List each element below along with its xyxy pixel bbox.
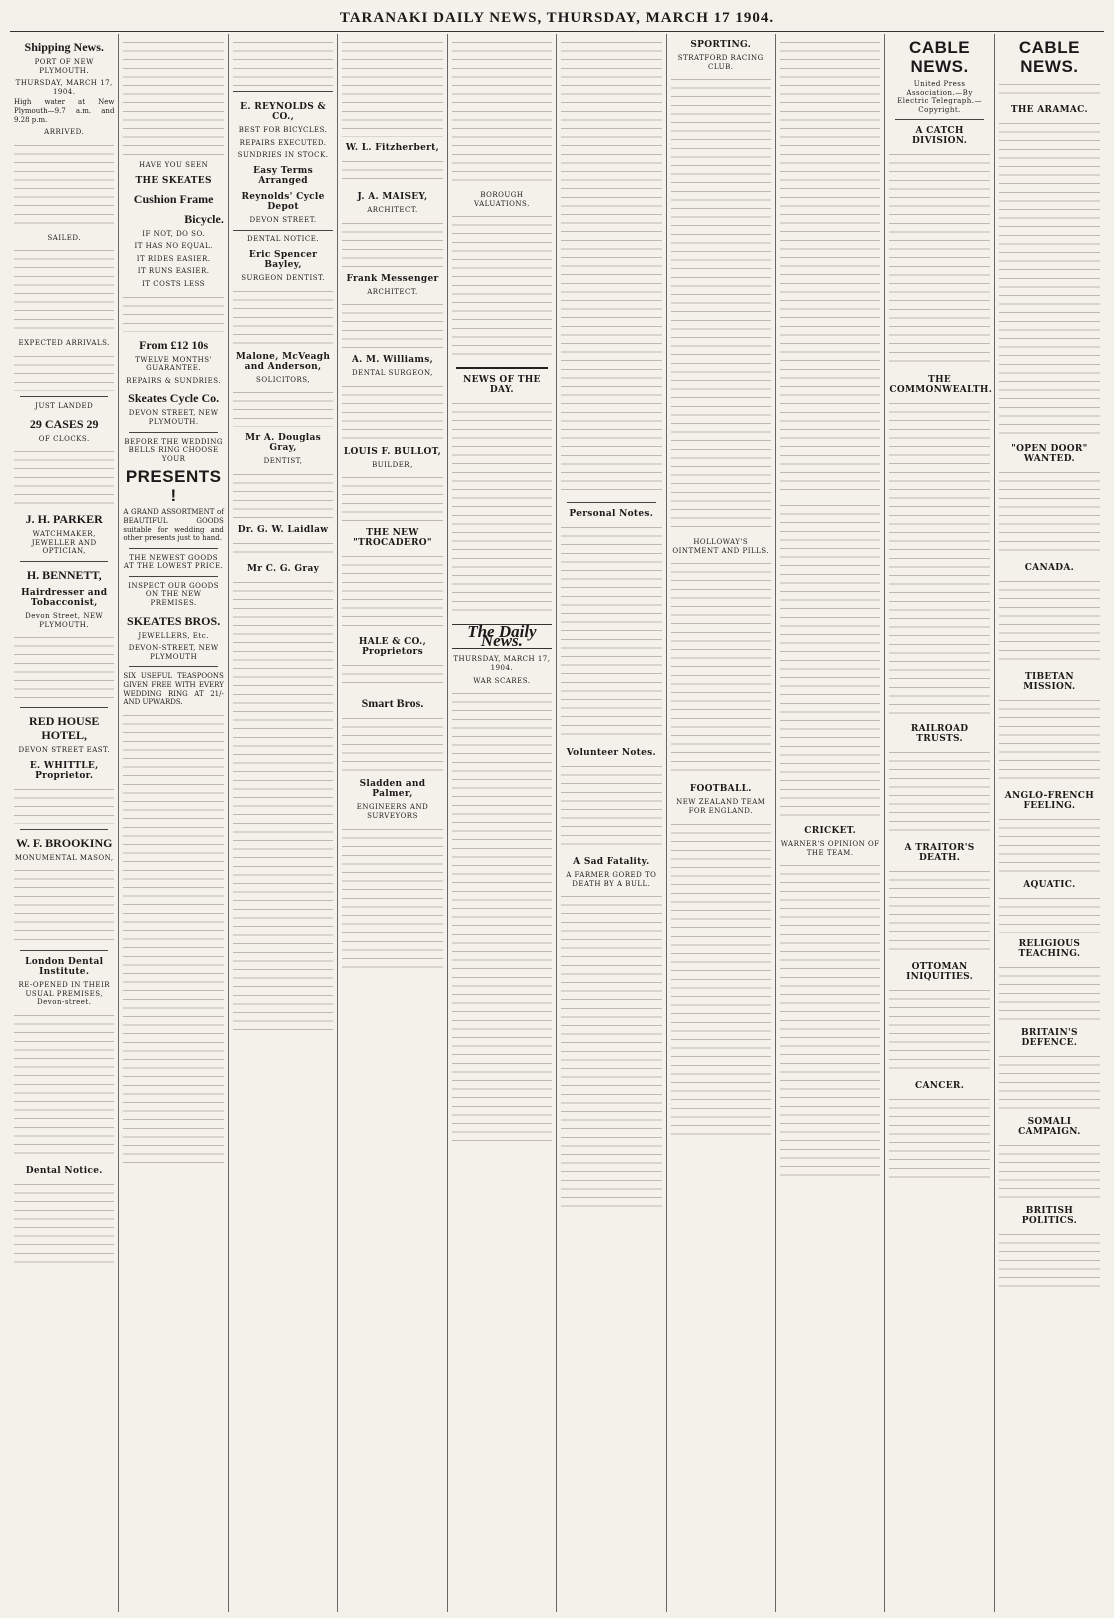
divider bbox=[129, 576, 217, 577]
religious-teaching: RELIGIOUS TEACHING. bbox=[1018, 939, 1081, 959]
text-block bbox=[342, 713, 442, 773]
divider bbox=[20, 950, 108, 951]
text-block bbox=[999, 814, 1100, 874]
shipping-date: THURSDAY, MARCH 17, 1904. bbox=[15, 79, 113, 96]
text-block bbox=[233, 387, 333, 427]
reynolds-heading: E. REYNOLDS & CO., bbox=[240, 102, 326, 122]
sladden: Sladden and Palmer, bbox=[359, 779, 426, 800]
text-block bbox=[342, 660, 442, 690]
text-block bbox=[452, 398, 552, 618]
canada: CANADA. bbox=[1024, 563, 1075, 573]
skeates-addr: DEVON STREET, NEW PLYMOUTH. bbox=[128, 409, 219, 426]
text-block bbox=[14, 1179, 114, 1269]
divider bbox=[567, 502, 655, 503]
divider bbox=[20, 707, 108, 708]
text-block bbox=[14, 784, 114, 824]
text-block bbox=[233, 577, 333, 1037]
holloways: HOLLOWAY'S OINTMENT AND PILLS. bbox=[672, 538, 770, 555]
messenger-sub: ARCHITECT. bbox=[367, 287, 418, 296]
text-block bbox=[123, 710, 223, 1170]
bicycle: Bicycle. bbox=[184, 211, 224, 226]
reynolds-depot-addr: DEVON STREET. bbox=[249, 215, 317, 224]
text-block bbox=[14, 1010, 114, 1160]
williams-sub: DENTAL SURGEON, bbox=[352, 369, 433, 378]
text-block bbox=[999, 576, 1100, 666]
bike-line-2: IT HAS NO EQUAL. bbox=[134, 242, 213, 251]
smart-bros: Smart Bros. bbox=[361, 696, 424, 711]
skeates-heading: THE SKEATES bbox=[135, 175, 212, 186]
dental-notice: DENTAL NOTICE. bbox=[247, 235, 320, 244]
text-block bbox=[342, 824, 442, 974]
bullot-sub: BUILDER, bbox=[372, 460, 413, 469]
columns bbox=[10, 34, 1104, 1612]
ad-bennett-trade: Hairdresser and Tobacconist, bbox=[21, 587, 108, 608]
bike-price: From £12 10s bbox=[139, 337, 209, 352]
bullot: LOUIS F. BULLOT, bbox=[343, 446, 442, 457]
ad-red-house: RED HOUSE HOTEL, bbox=[29, 714, 100, 743]
cable-news-heading: CABLE NEWS. bbox=[909, 38, 971, 76]
presents-inspect: INSPECT OUR GOODS ON THE NEW PREMISES. bbox=[128, 581, 220, 608]
presents-heading: PRESENTS ! bbox=[125, 467, 222, 506]
text-block bbox=[452, 37, 552, 187]
racing-club: STRATFORD RACING CLUB. bbox=[677, 54, 764, 71]
column-2 bbox=[119, 34, 228, 1612]
tibetan-mission: TIBETAN MISSION. bbox=[1023, 672, 1076, 692]
ad-brooking: W. F. BROOKING bbox=[15, 835, 113, 850]
personal-notes: Personal Notes. bbox=[569, 509, 654, 519]
cable-news-heading-2: CABLE NEWS. bbox=[1018, 38, 1080, 76]
anglo-french: ANGLO-FRENCH FEELING. bbox=[1004, 791, 1095, 811]
ad-red-house-addr: DEVON STREET EAST. bbox=[18, 746, 110, 755]
sporting-heading: SPORTING. bbox=[690, 40, 752, 50]
presents-intro: BEFORE THE WEDDING BELLS RING CHOOSE YOUR bbox=[124, 437, 223, 463]
britains-defence: BRITAIN'S DEFENCE. bbox=[1020, 1028, 1078, 1048]
text-block bbox=[889, 398, 989, 718]
text-block bbox=[671, 819, 771, 1139]
text-block bbox=[780, 37, 880, 497]
text-block bbox=[999, 118, 1100, 438]
volunteer-notes: Volunteer Notes. bbox=[566, 748, 656, 758]
maisey-sub: ARCHITECT. bbox=[367, 206, 418, 214]
ad-parker: J. H. PARKER bbox=[25, 512, 103, 527]
column-6 bbox=[557, 34, 666, 1612]
text-block bbox=[452, 688, 552, 1148]
text-block bbox=[342, 156, 442, 186]
fitzherbert: W. L. Fitzherbert, bbox=[345, 143, 440, 153]
divider bbox=[895, 119, 983, 120]
cricket-heading: CRICKET. bbox=[804, 826, 857, 836]
somali-campaign: SOMALI CAMPAIGN. bbox=[1018, 1117, 1081, 1137]
british-politics: BRITISH POLITICS. bbox=[1021, 1206, 1078, 1226]
text-block bbox=[233, 286, 333, 346]
divider bbox=[20, 561, 108, 562]
text-block bbox=[123, 37, 223, 157]
ad-clocks: OF CLOCKS. bbox=[38, 434, 90, 443]
divider bbox=[20, 396, 108, 397]
skeates-cycle-co: Skeates Cycle Co. bbox=[128, 391, 220, 406]
ad-dental-notice: Dental Notice. bbox=[25, 1166, 103, 1177]
text-block bbox=[889, 747, 989, 837]
divider bbox=[20, 829, 108, 830]
skeates-bros: SKEATES BROS. bbox=[127, 613, 221, 628]
text-block bbox=[14, 351, 114, 391]
bayley-sub: SURGEON DENTIST. bbox=[241, 273, 325, 282]
presents-newest: THE NEWEST GOODS AT THE LOWEST PRICE. bbox=[123, 553, 224, 571]
text-block bbox=[999, 467, 1100, 557]
maisey: J. A. MAISEY, bbox=[357, 192, 428, 202]
bayley: Eric Spencer Bayley, bbox=[248, 249, 318, 270]
divider bbox=[456, 367, 548, 369]
sailed-heading: SAILED. bbox=[47, 233, 81, 242]
valuation-heading: BOROUGH VALUATIONS. bbox=[473, 191, 530, 208]
text-block bbox=[671, 558, 771, 778]
football-heading: FOOTBALL. bbox=[689, 784, 752, 795]
column-7 bbox=[667, 34, 776, 1612]
column-10 bbox=[995, 34, 1104, 1612]
sladden-sub: ENGINEERS AND SURVEYORS bbox=[356, 803, 429, 820]
messenger: Frank Messenger bbox=[346, 273, 439, 284]
daily-news-date: THURSDAY, MARCH 17, 1904. bbox=[453, 655, 551, 672]
text-block bbox=[999, 1229, 1100, 1289]
text-block bbox=[342, 218, 442, 268]
divider bbox=[129, 548, 217, 549]
text-block bbox=[233, 538, 333, 558]
text-block bbox=[999, 79, 1100, 99]
text-block bbox=[889, 149, 989, 369]
daily-news-logo: The Daily News. bbox=[452, 624, 552, 649]
ad-cases: 29 CASES 29 bbox=[29, 416, 99, 431]
cushion-frame: Cushion Frame bbox=[133, 191, 214, 206]
reynolds-ad bbox=[233, 91, 333, 231]
text-block bbox=[561, 37, 661, 497]
text-block bbox=[561, 891, 661, 1211]
war-scares: WAR SCARES. bbox=[473, 676, 531, 685]
commonwealth: THE COMMONWEALTH. bbox=[889, 375, 993, 396]
tides: High water at New Plymouth—9.7 a.m. and 9.28 p.m. bbox=[14, 98, 115, 124]
cricket-sub: WARNER'S OPINION OF THE TEAM. bbox=[780, 840, 880, 857]
expected-heading: EXPECTED ARRIVALS. bbox=[18, 339, 110, 348]
cable-news-sub: United Press Association.—By Electric Telegraph.—Copyright. bbox=[897, 80, 982, 114]
text-block bbox=[561, 761, 661, 851]
text-block bbox=[342, 37, 442, 137]
text-block bbox=[452, 211, 552, 361]
text-block bbox=[889, 1094, 989, 1184]
aramac: THE ARAMAC. bbox=[1010, 105, 1088, 115]
text-block bbox=[999, 893, 1100, 933]
column-1 bbox=[10, 34, 119, 1612]
text-block bbox=[671, 74, 771, 534]
cancer: CANCER. bbox=[915, 1081, 965, 1092]
ottoman: OTTOMAN INIQUITIES. bbox=[906, 962, 974, 983]
aquatic: AQUATIC. bbox=[1023, 880, 1076, 890]
ad-london-dental-sub: RE-OPENED IN THEIR USUAL PREMISES, Devon-street. bbox=[18, 981, 110, 1007]
open-door: "OPEN DOOR" WANTED. bbox=[1011, 444, 1088, 464]
text-block bbox=[999, 695, 1100, 785]
bike-line-4: IT RUNS EASIER. bbox=[137, 267, 210, 276]
ad-bennett-addr: Devon Street, NEW PLYMOUTH. bbox=[25, 611, 104, 629]
reynolds-best: BEST FOR BICYCLES. bbox=[238, 126, 328, 134]
shipping-heading: Shipping News. bbox=[24, 40, 104, 54]
ad-just-landed: JUST LANDED bbox=[35, 401, 94, 410]
text-block bbox=[561, 522, 661, 742]
text-block bbox=[889, 866, 989, 956]
reynolds-terms: Easy Terms Arranged bbox=[253, 165, 313, 186]
reynolds-depot: Reynolds' Cycle Depot bbox=[241, 191, 325, 212]
reynolds-repairs: REPAIRS EXECUTED. bbox=[239, 138, 327, 147]
text-block bbox=[342, 551, 442, 631]
bike-line-3: IT RIDES EASIER. bbox=[136, 254, 211, 263]
text-block bbox=[342, 381, 442, 441]
text-block bbox=[999, 1051, 1100, 1111]
text-block bbox=[14, 140, 114, 230]
column-5 bbox=[448, 34, 557, 1612]
text-block bbox=[123, 292, 223, 332]
sad-fatality-sub: A FARMER GORED TO DEATH BY A BULL. bbox=[566, 871, 657, 888]
ad-brooking-trade: MONUMENTAL MASON, bbox=[14, 853, 114, 862]
douglas-gray: Mr A. Douglas Gray, bbox=[245, 433, 322, 454]
text-block bbox=[14, 245, 114, 335]
text-block bbox=[342, 299, 442, 349]
news-of-the-day: NEWS OF THE DAY. bbox=[463, 375, 541, 396]
text-block bbox=[780, 500, 880, 820]
column-3 bbox=[229, 34, 338, 1612]
text-block bbox=[999, 1140, 1100, 1200]
column-8 bbox=[776, 34, 885, 1612]
masthead bbox=[10, 6, 1104, 32]
traitor: A TRAITOR'S DEATH. bbox=[904, 843, 975, 864]
text-block bbox=[233, 37, 333, 87]
law-firm: Malone, McVeagh and Anderson, bbox=[235, 351, 331, 372]
text-block bbox=[233, 469, 333, 519]
catch-division: A CATCH DIVISION. bbox=[911, 126, 968, 147]
law-firm-sub: SOLICITORS, bbox=[256, 375, 311, 384]
column-9 bbox=[885, 34, 994, 1612]
railroad-trusts: RAILROAD TRUSTS. bbox=[910, 724, 969, 745]
text-block bbox=[780, 860, 880, 1180]
laidlaw: Dr. G. W. Laidlaw bbox=[237, 524, 329, 535]
williams: A. M. Williams, bbox=[351, 355, 434, 366]
skeates-bros-addr: DEVON-STREET, NEW PLYMOUTH bbox=[128, 644, 219, 661]
masthead-title: TARANAKI DAILY NEWS, THURSDAY, MARCH 17 1904. bbox=[339, 10, 775, 26]
presents-assort: A GRAND ASSORTMENT of BEAUTIFUL GOODS suitable for wedding and other presents just to hand. bbox=[123, 508, 224, 543]
text-block bbox=[14, 632, 114, 702]
reynolds-sundries: SUNDRIES IN STOCK. bbox=[237, 151, 329, 160]
port-heading: PORT OF NEW PLYMOUTH. bbox=[34, 58, 94, 75]
text-block bbox=[342, 472, 442, 522]
bike-line-5: IT COSTS LESS bbox=[142, 279, 206, 288]
ad-whittle: E. WHITTLE, Proprietor. bbox=[29, 760, 99, 781]
bike-line-1: IF NOT, DO SO. bbox=[142, 229, 205, 238]
ad-parker-trade: WATCHMAKER, JEWELLER AND OPTICIAN, bbox=[31, 530, 97, 556]
column-4 bbox=[338, 34, 447, 1612]
divider bbox=[129, 432, 217, 433]
ad-london-dental: London Dental Institute. bbox=[25, 957, 104, 978]
bike-guarantee: TWELVE MONTHS' GUARANTEE. bbox=[135, 355, 212, 373]
hale: HALE & CO., Proprietors bbox=[358, 637, 427, 658]
text-block bbox=[999, 962, 1100, 1022]
football-sub: NEW ZEALAND TEAM FOR ENGLAND. bbox=[676, 798, 766, 815]
trocadero: THE NEW "TROCADERO" bbox=[353, 528, 432, 549]
text-block bbox=[14, 446, 114, 506]
sad-fatality: A Sad Fatality. bbox=[573, 857, 650, 867]
text-block bbox=[14, 865, 114, 945]
arrived-heading: ARRIVED. bbox=[44, 128, 85, 137]
divider bbox=[129, 666, 217, 667]
have-you-seen: HAVE YOU SEEN bbox=[138, 161, 209, 169]
skeates-bros-trade: JEWELLERS, Etc. bbox=[138, 631, 209, 640]
teaspoons-offer: SIX USEFUL TEASPOONS GIVEN FREE WITH EVERY WEDDING RING AT 21/- AND UPWARDS. bbox=[123, 672, 224, 707]
bike-repairs: REPAIRS & SUNDRIES. bbox=[126, 376, 222, 385]
cg-gray: Mr C. G. Gray bbox=[246, 563, 320, 574]
text-block bbox=[889, 985, 989, 1075]
ad-bennett: H. BENNETT, bbox=[26, 567, 102, 582]
douglas-gray-sub: DENTIST, bbox=[263, 457, 303, 466]
